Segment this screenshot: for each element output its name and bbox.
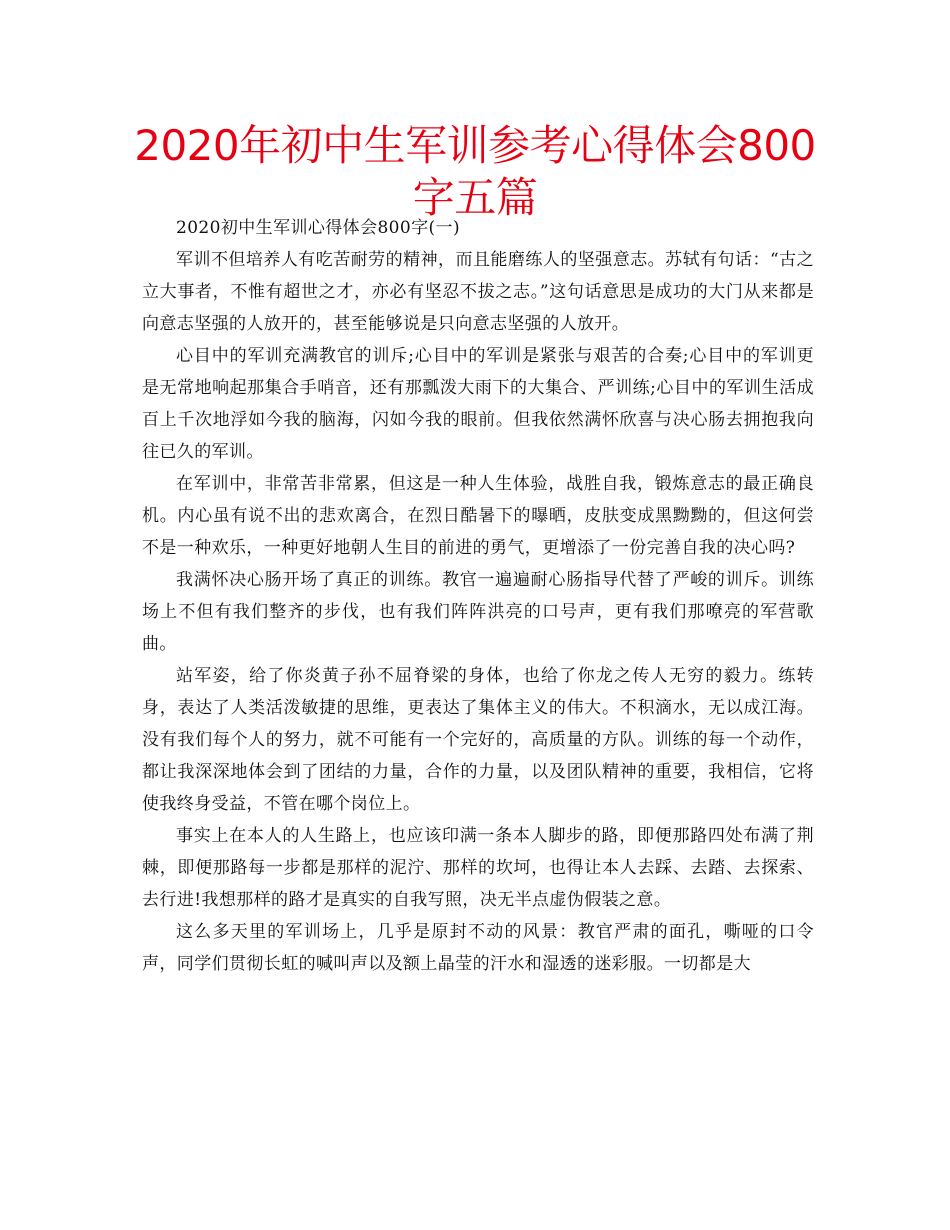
paragraph: 我满怀决心肠开场了真正的训练。教官一遍遍耐心肠指导代替了严峻的训斥。训练场上不但有我们整齐的步伐，也有我们阵阵洪亮的口号声，更有我们那嘹亮的军营歌曲。 — [142, 570, 814, 654]
paragraph: 站军姿，给了你炎黄子孙不屈脊梁的身体，也给了你龙之传人无穷的毅力。练转身，表达了人类活泼敏捷的思维，更表达了集体主义的伟大。不积滴水，无以成江海。没有我们每个人的努力，就不可能有一个完好的，高质量的方队。训练的每一个动作，都让我深深地体会到了团结的力量，合作的力量，以及团队精神的重要，我相信，它将使我终身受益，不管在哪个岗位上。 — [142, 666, 814, 814]
paragraph: 这么多天里的军训场上，几乎是原封不动的风景：教官严肃的面孔，嘶哑的口令声，同学们贯彻长虹的喊叫声以及额上晶莹的汗水和湿透的迷彩服。一切都是大 — [142, 922, 814, 974]
paragraph: 在军训中，非常苦非常累，但这是一种人生体验，战胜自我，锻炼意志的最正确良机。内心虽有说不出的悲欢离合，在烈日酷暑下的曝晒，皮肤变成黑黝黝的，但这何尝不是一种欢乐，一种更好地朝人生目的前进的勇气，更增添了一份完善自我的决心吗? — [142, 474, 814, 558]
paragraph: 心目中的军训充满教官的训斥;心目中的军训是紧张与艰苦的合奏;心目中的军训更是无常地响起那集合手哨音，还有那瓢泼大雨下的大集合、严训练;心目中的军训生活成百上千次地浮如今我的脑海，闪如今我的眼前。但我依然满怀欣喜与决心肠去拥抱我向往已久的军训。 — [142, 346, 814, 462]
paragraph: 事实上在本人的人生路上，也应该印满一条本人脚步的路，即便那路四处布满了荆棘，即便那路每一步都是那样的泥泞、那样的坎坷，也得让本人去踩、去踏、去探索、去行进!我想那样的路才是真实的自我写照，决无半点虚伪假装之意。 — [142, 826, 814, 910]
document-title: 2020年初中生军训参考心得体会800字五篇 — [134, 121, 816, 222]
paragraph: 军训不但培养人有吃苦耐劳的精神，而且能磨练人的坚强意志。苏轼有句话：“古之立大事者，不惟有超世之才，亦必有坚忍不拔之志。”这句话意思是成功的大门从来都是向意志坚强的人放开的，甚至能够说是只向意志坚强的人放开。 — [142, 250, 814, 334]
document-body — [142, 212, 814, 980]
section-heading: 2020初中生军训心得体会800字(一) — [176, 218, 460, 238]
